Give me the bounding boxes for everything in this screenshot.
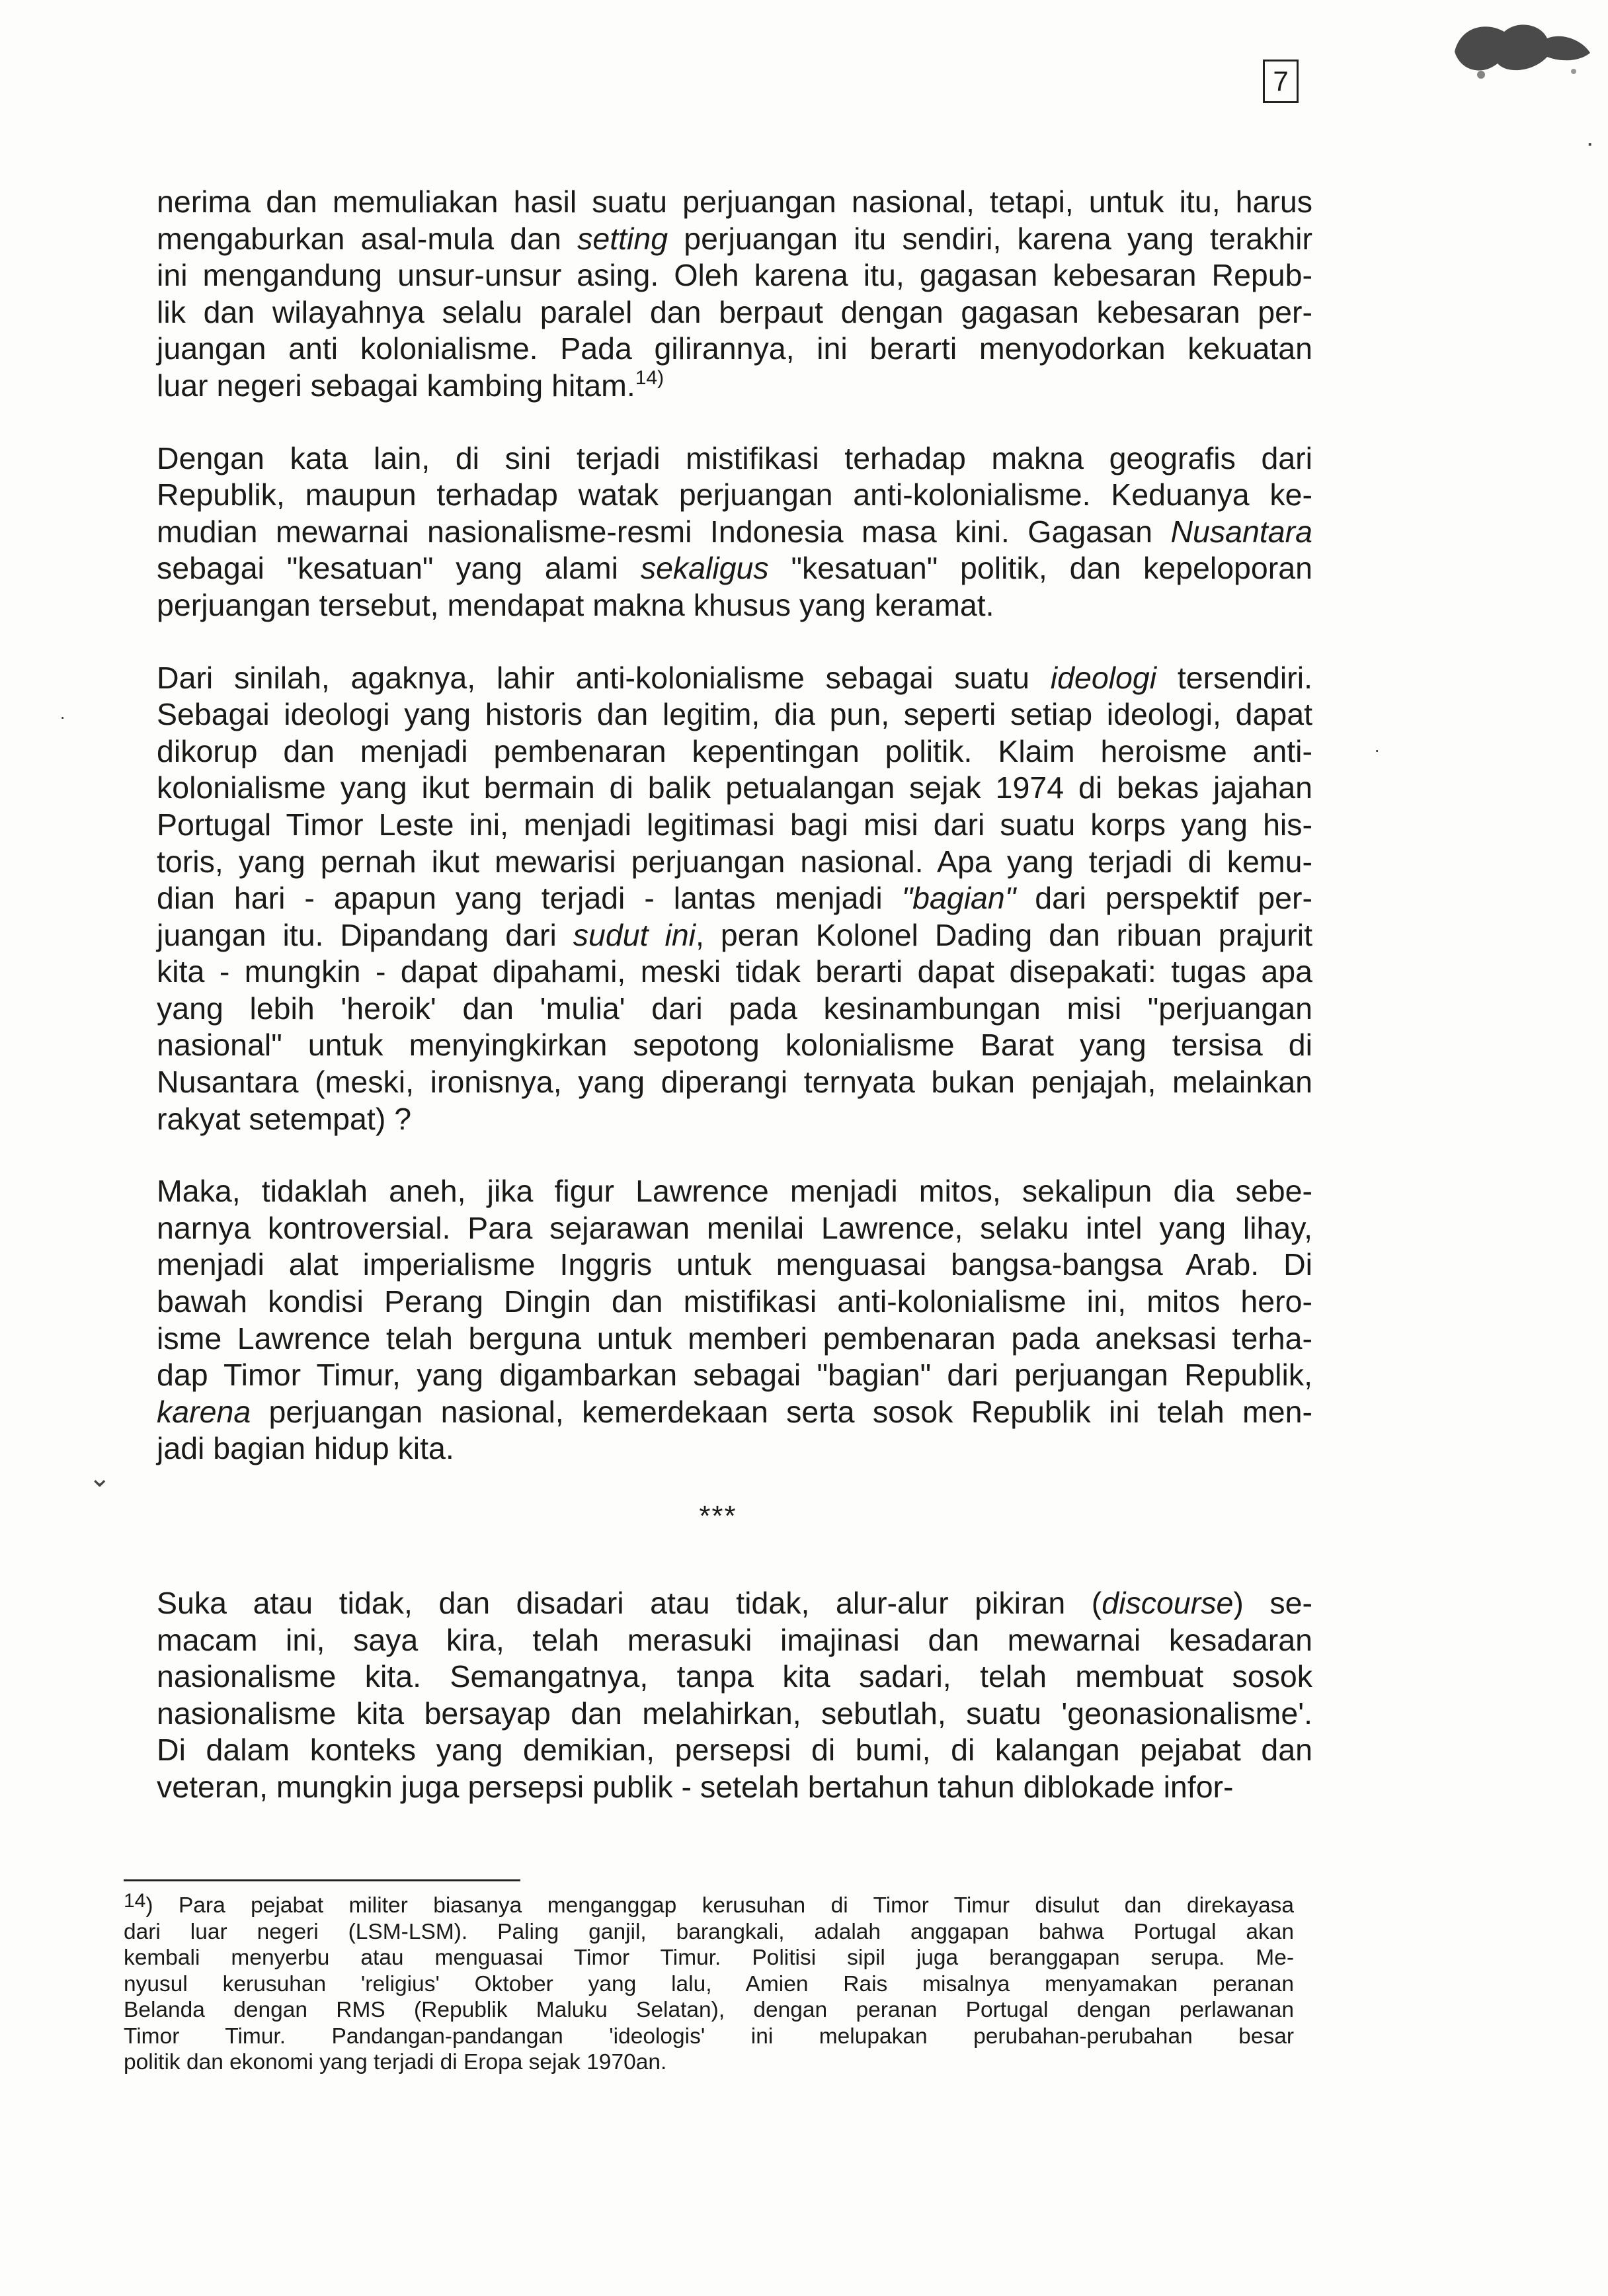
text-line: nasional" untuk menyingkirkan sepotong kolonialisme Barat yang tersisa di: [157, 1028, 1312, 1063]
text-line: luar negeri sebagai kambing hitam.$^{14)}$: [157, 366, 664, 403]
paragraph: [124, 1173, 1312, 1467]
margin-tick: ·: [60, 706, 66, 727]
text-line: bawah kondisi Perang Dingin dan mistifikasi anti-kolonialisme ini, mitos hero-: [157, 1284, 1312, 1319]
footnote-line: $^{14}$) Para pejabat militer biasanya menganggap kerusuhan di Timor Timur disulut dan direkayasa: [124, 1890, 1294, 1918]
text-line: dian hari - apapun yang terjadi - lantas menjadi "bagian" dari perspektif per-: [157, 881, 1312, 916]
text-line: Di dalam konteks yang demikian, persepsi di bumi, di kalangan pejabat dan: [157, 1733, 1312, 1768]
footnote: [124, 1890, 1294, 2076]
text-line: perjuangan tersebut, mendapat makna khusus yang keramat.: [157, 587, 994, 622]
paragraph: [124, 440, 1312, 624]
footnote-line: kembali menyerbu atau menguasai Timor Timur. Politisi sipil juga beranggapan serupa. Me-: [124, 1946, 1294, 1970]
text-line: Maka, tidaklah aneh, jika figur Lawrence menjadi mitos, sekalipun dia sebe-: [157, 1174, 1312, 1209]
ink-smudge: [1441, 12, 1600, 85]
text-line: toris, yang pernah ikut mewarisi perjuangan nasional. Apa yang terjadi di kemu-: [157, 844, 1312, 879]
body-text: [124, 184, 1312, 1842]
text-line: kita - mungkin - dapat dipahami, meski tidak berarti dapat disepakati: tugas apa: [157, 954, 1312, 989]
text-line: nasionalisme kita. Semangatnya, tanpa kita sadari, telah membuat sosok: [157, 1659, 1312, 1694]
margin-dot: ·: [1586, 128, 1595, 157]
text-line: lik dan wilayahnya selalu paralel dan berpaut dengan gagasan kebesaran per-: [157, 294, 1312, 329]
text-line: jadi bagian hidup kita.: [157, 1431, 454, 1466]
text-line: juangan anti kolonialisme. Pada gilirannya, ini berarti menyodorkan kekuatan: [157, 331, 1312, 366]
text-line: nasionalisme kita bersayap dan melahirkan, sebutlah, suatu 'geonasionalisme'.: [157, 1696, 1312, 1731]
text-line: Portugal Timor Leste ini, menjadi legitimasi bagi misi dari suatu korps yang his-: [157, 807, 1312, 842]
text-line: rakyat setempat) ?: [157, 1101, 412, 1136]
paragraph: [124, 660, 1312, 1138]
text-line: macam ini, saya kira, telah merasuki imajinasi dan mewarnai kesadaran: [157, 1622, 1312, 1657]
paragraph: [124, 184, 1312, 405]
footnote-line: Belanda dengan RMS (Republik Maluku Selatan), dengan peranan Portugal dengan perlawanan: [124, 1998, 1294, 2022]
margin-dash: ·: [1374, 739, 1381, 760]
footnote-line: dari luar negeri (LSM-LSM). Paling ganjil, barangkali, adalah anggapan bahwa Portugal akan: [124, 1919, 1294, 1944]
text-line: Nusantara (meski, ironisnya, yang diperangi ternyata bukan penjajah, melainkan: [157, 1065, 1312, 1100]
page-number: 7: [1263, 60, 1299, 103]
text-line: kolonialisme yang ikut bermain di balik petualangan sejak 1974 di bekas jajahan: [157, 770, 1312, 805]
text-line: Dengan kata lain, di sini terjadi mistifikasi terhadap makna geografis dari: [157, 440, 1312, 475]
text-line: mengaburkan asal-mula dan setting perjuangan itu sendiri, karena yang terakhir: [157, 221, 1312, 256]
text-line: ini mengandung unsur-unsur asing. Oleh karena itu, gagasan kebesaran Repub-: [157, 258, 1312, 293]
text-line: narnya kontroversial. Para sejarawan menilai Lawrence, selaku intel yang lihay,: [157, 1210, 1312, 1245]
text-line: Republik, maupun terhadap watak perjuangan anti-kolonialisme. Keduanya ke-: [157, 477, 1312, 512]
footnote-marker: 14: [124, 1890, 146, 1912]
text-line: mudian mewarnai nasionalisme-resmi Indonesia masa kini. Gagasan Nusantara: [157, 514, 1312, 549]
section-separator: ***: [699, 1500, 737, 1532]
footnote-line: politik dan ekonomi yang terjadi di Eropa sejak 1970an.: [124, 2050, 667, 2074]
text-line: nerima dan memuliakan hasil suatu perjuangan nasional, tetapi, untuk itu, harus: [157, 184, 1312, 219]
footnote-line: nyusul kerusuhan 'religius' Oktober yang lalu, Amien Rais misalnya menyamakan peranan: [124, 1971, 1294, 1996]
text-line: isme Lawrence telah berguna untuk memberi pembenaran pada aneksasi terha-: [157, 1321, 1312, 1356]
text-line: yang lebih 'heroik' dan 'mulia' dari pada kesinambungan misi "perjuangan: [157, 991, 1312, 1026]
text-line: Dari sinilah, agaknya, lahir anti-kolonialisme sebagai suatu ideologi tersendiri.: [157, 660, 1312, 695]
footnote-reference[interactable]: 14): [635, 366, 664, 389]
text-line: dap Timor Timur, yang digambarkan sebagai "bagian" dari perjuangan Republik,: [157, 1358, 1312, 1393]
footnote-line: Timor Timur. Pandangan-pandangan 'ideologis' ini melupakan perubahan-perubahan besar: [124, 2024, 1294, 2049]
text-line: Sebagai ideologi yang historis dan legitim, dia pun, seperti setiap ideologi, dapat: [157, 697, 1312, 732]
footnote-rule: [124, 1879, 520, 1881]
paragraph: [124, 1585, 1312, 1806]
text-line: veteran, mungkin juga persepsi publik - setelah bertahun tahun diblokade infor-: [157, 1769, 1234, 1804]
text-line: sebagai "kesatuan" yang alami sekaligus "kesatuan" politik, dan kepeloporan: [157, 551, 1312, 586]
text-line: menjadi alat imperialisme Inggris untuk menguasai bangsa-bangsa Arab. Di: [157, 1247, 1312, 1282]
margin-hook: ⌄: [89, 1463, 111, 1493]
text-line: Suka atau tidak, dan disadari atau tidak, alur-alur pikiran (discourse) se-: [157, 1586, 1313, 1620]
text-line: dikorup dan menjadi pembenaran kepentingan politik. Klaim heroisme anti-: [157, 733, 1312, 768]
text-line: karena perjuangan nasional, kemerdekaan serta sosok Republik ini telah men-: [157, 1394, 1312, 1429]
text-line: juangan itu. Dipandang dari sudut ini, peran Kolonel Dading dan ribuan prajurit: [157, 917, 1313, 952]
